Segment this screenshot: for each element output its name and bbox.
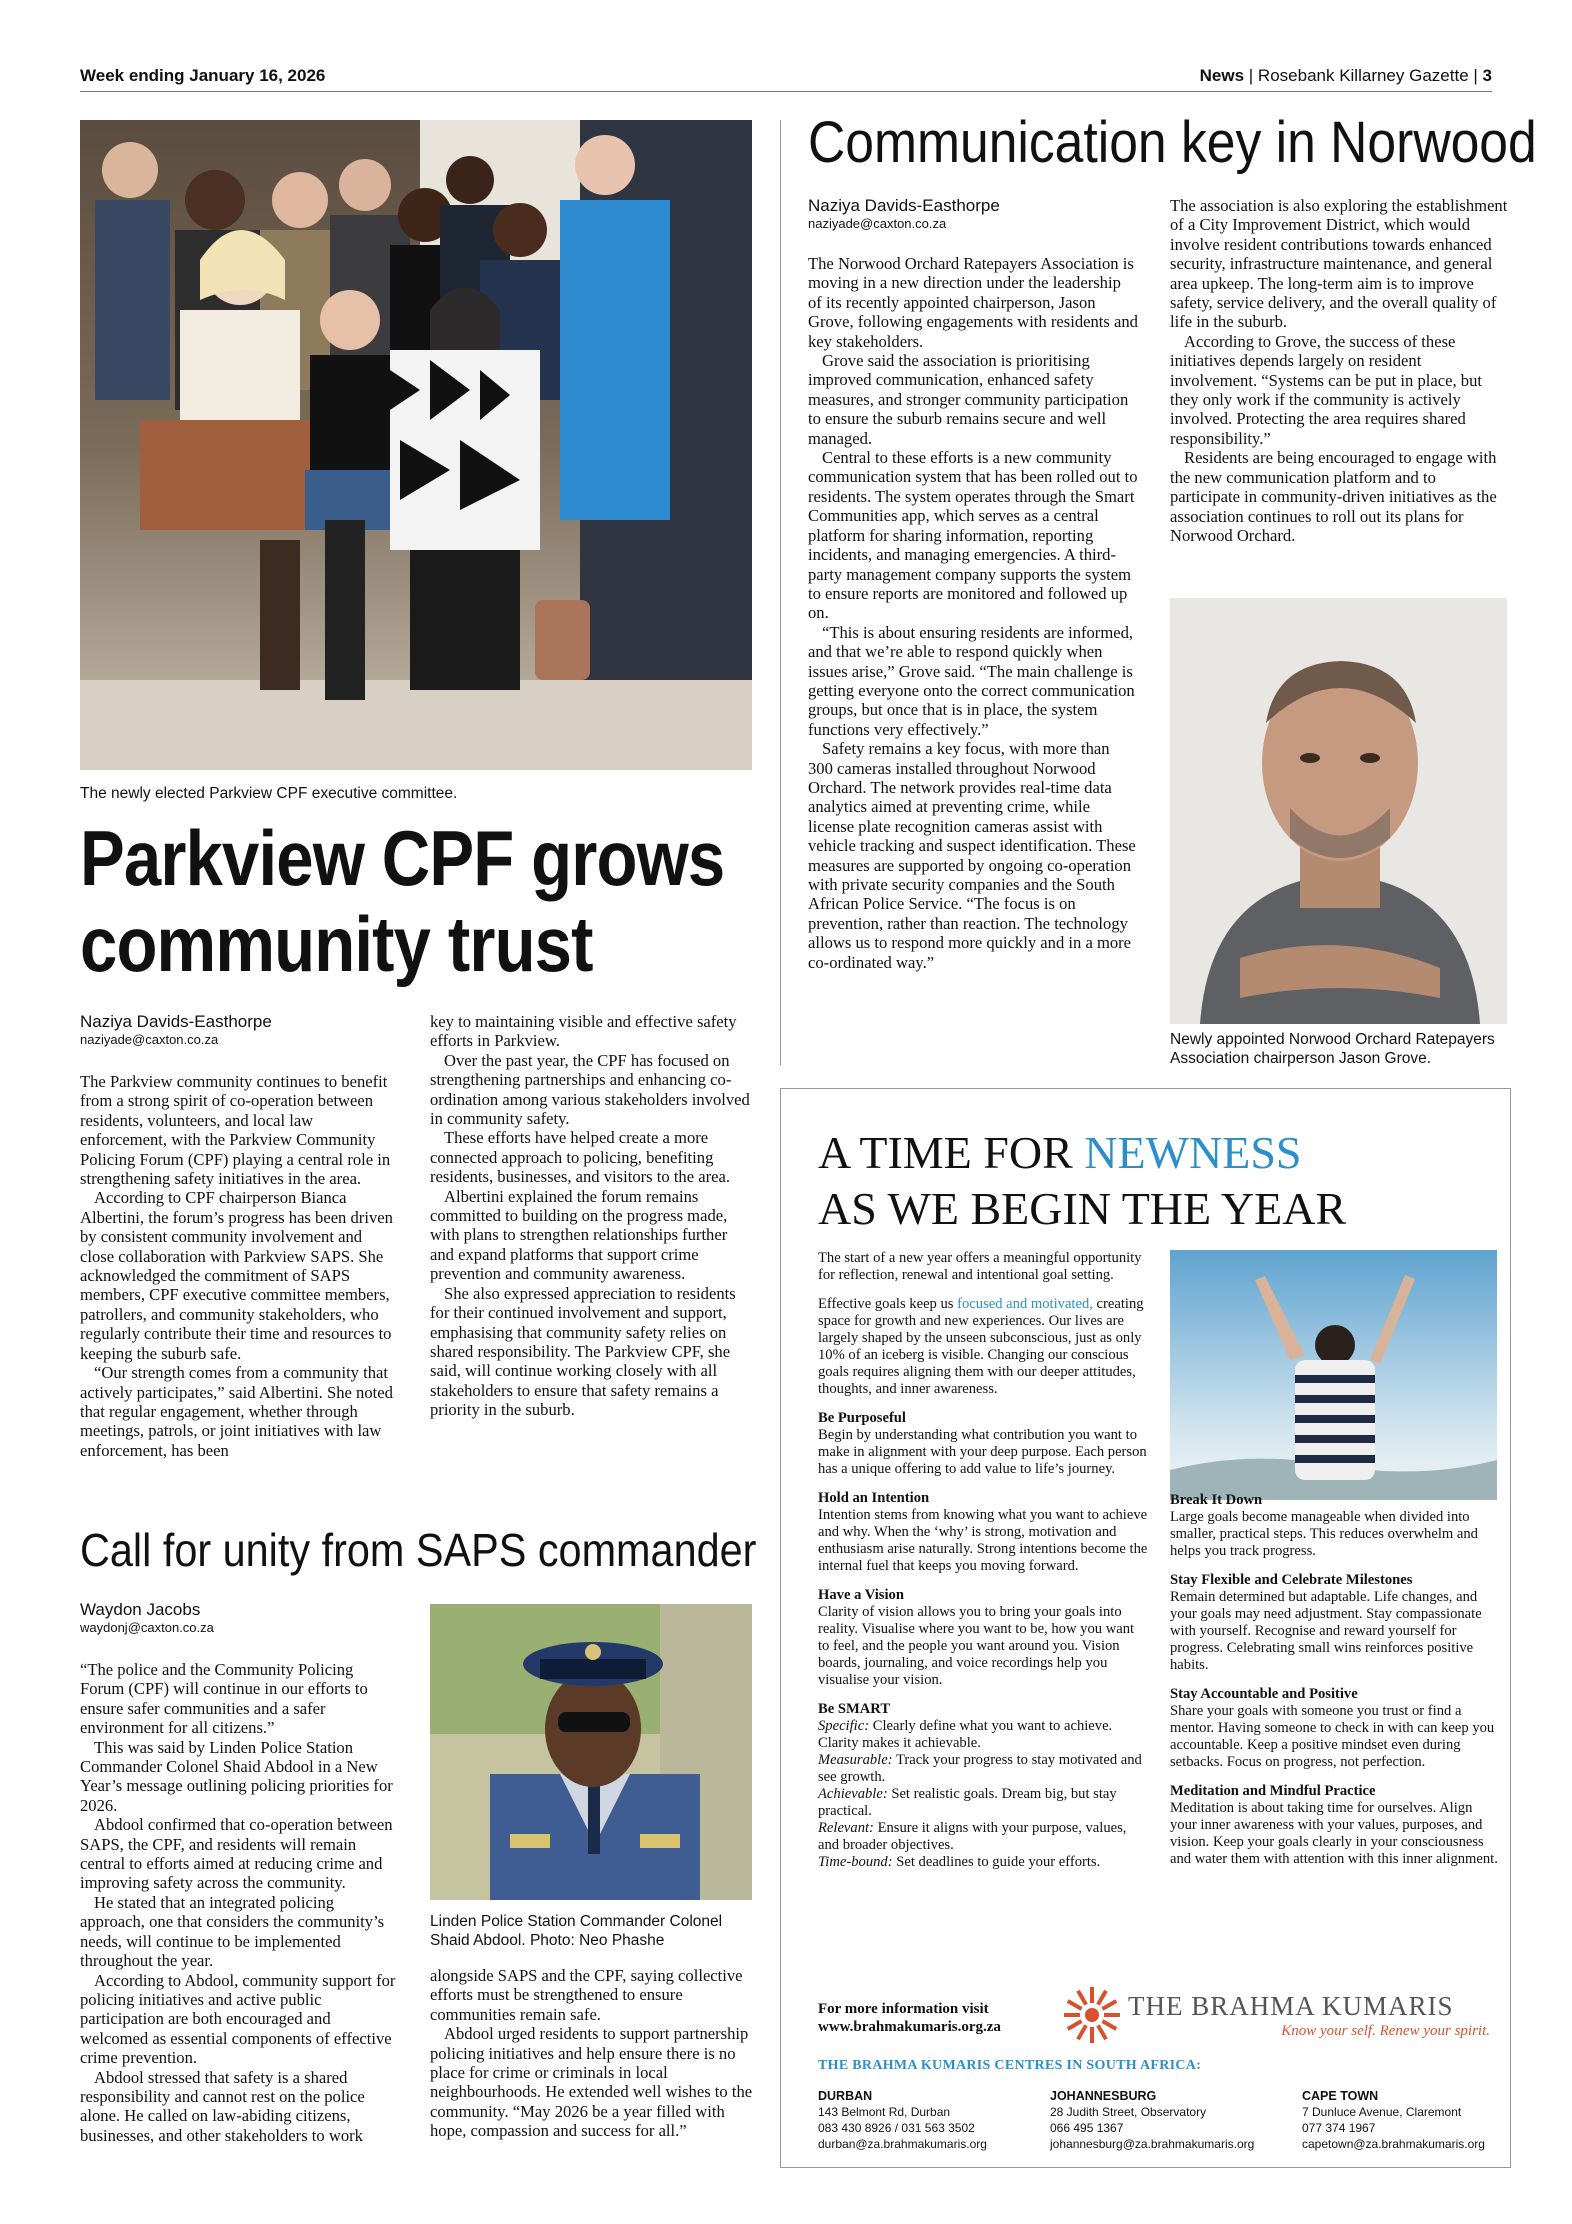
article-paragraph: Abdool confirmed that co-operation between SAPS, the CPF, and residents will remain central to efforts aimed at reducing crime and improving safety across the community.: [80, 1815, 393, 1893]
article-paragraph: He stated that an integrated policing approach, one that considers the community’s needs, will continue to be implemented throughout the year.: [80, 1892, 385, 1971]
norwood-chairperson-photo: [1170, 598, 1507, 1024]
advert-goals-paragraph: Effective goals keep us focused and motivated, creating space for growth and new experiences. Our lives are largely shaped by the unseen subconscious, just as only 10% of an iceberg is visible. Changing our conscious goals requires aligning them with our deeper attitudes, thoughts, and inner awareness.: [818, 1296, 1144, 1397]
advert-section-title: Break It Down: [1170, 1492, 1263, 1508]
parkview-column-2: [430, 1012, 755, 1420]
article-paragraph: She also expressed appreciation to residents for their continued involvement and support, emphasising that community safety relies on shared responsibility. The Parkview CPF, she said, will continue working closely with all stakeholders to ensure that safety remains a priority in the suburb.: [430, 1283, 736, 1420]
author: Waydon Jacobs: [80, 1600, 201, 1619]
author-email: naziyade@caxton.co.za: [80, 1032, 219, 1047]
article-paragraph: Grove said the association is prioritising improved communication, enhanced safety measures, and stronger community participation to ensure the suburb remains secure and well managed.: [808, 351, 1129, 448]
advert-section-text: Intention stems from knowing what you want to achieve and why. When the ‘why’ is strong, motivation and enthusiasm arise naturally. Strong intentions become the internal fuel that keeps you moving forward.: [818, 1507, 1148, 1574]
advert-intro: The start of a new year offers a meaningful opportunity for reflection, renewal and intentional goal setting.: [818, 1250, 1142, 1283]
advert-sky-photo: [1170, 1250, 1497, 1500]
norwood-column-1: [808, 254, 1138, 972]
saps-headline: Call for unity from SAPS commander: [80, 1524, 757, 1576]
article-paragraph: “The police and the Community Policing Forum (CPF) will continue in our efforts to ensure safer communities and a safer environment for all citizens.”: [80, 1660, 368, 1738]
advert-section-title: Hold an Intention: [818, 1490, 930, 1506]
author-email: naziyade@caxton.co.za: [808, 216, 947, 231]
article-paragraph: Albertini explained the forum remains committed to building on the progress made, with plans to strengthen relationships further and expand platforms that support crime prevention and community awareness.: [430, 1186, 728, 1284]
saps-column-1: [80, 1660, 398, 2145]
smart-item: Specific: Clearly define what you want to achieve. Clarity makes it achievable.: [818, 1718, 1113, 1751]
parkview-headline-line2: community trust: [80, 900, 593, 988]
article-paragraph: According to Grove, the success of these initiatives depends largely on resident involvement. “Systems can be put in place, but they only work if the community is actively involved. Protecting the area requires shared responsibility.”: [1170, 331, 1482, 448]
smart-item: Achievable: Set realistic goals. Dream big, but stay practical.: [818, 1786, 1117, 1819]
centre-cape-town: CAPE TOWN 7 Dunluce Avenue, Claremont 077 374 1967 capetown@za.brahmakumaris.org: [1302, 2088, 1507, 2152]
advert-section-text: Share your goals with someone you trust or find a mentor. Having someone to check in with can keep you accountable. Keep a positive mindset even during setbacks. Focus on progress, not perfection.: [1170, 1703, 1495, 1770]
smart-item: Time-bound: Set deadlines to guide your efforts.: [818, 1854, 1101, 1870]
article-paragraph: Abdool stressed that safety is a shared responsibility and cannot rest on the police alone. He called on law-abiding citizens, businesses, and other stakeholders to work: [80, 2067, 365, 2145]
article-paragraph: The association is also exploring the establishment of a City Improvement District, which would involve resident contributions towards enhanced security, infrastructure maintenance, and general area upkeep. The long-term aim is to improve safety, service delivery, and the overall quality of life in the suburb.: [1170, 196, 1508, 332]
article-paragraph: According to CPF chairperson Bianca Albertini, the forum’s progress has been driven by consistent community involvement and close collaboration with Parkview SAPS. She acknowledged the commitment of SAPS members, CPF executive committee members, patrollers, and community stakeholders, who regularly contribute their time and resources to keeping the suburb safe.: [80, 1188, 393, 1363]
parkview-byline: [80, 1012, 400, 1048]
article-paragraph: The Norwood Orchard Ratepayers Association is moving in a new direction under the leadership of its recently appointed chairperson, Jason Grove, following engagements with residents and key stakeholders.: [808, 254, 1138, 351]
parkview-headline: [80, 814, 725, 988]
author-email: waydonj@caxton.co.za: [80, 1620, 214, 1635]
advert-left-column: [818, 1250, 1148, 1871]
brahma-kumaris-logo: [1060, 1985, 1500, 2045]
article-paragraph: These efforts have helped create a more connected approach to policing, benefiting residents, businesses, and visitors to the area.: [430, 1128, 731, 1187]
article-paragraph: “Our strength comes from a community that actively participates,” said Albertini. She noted that regular engagement, whether through meetings, patrols, or joint initiatives with law enforcement, has been: [80, 1363, 393, 1460]
advert-website-link[interactable]: www.brahmakumaris.org.za: [818, 2019, 1001, 2035]
page-header: [80, 66, 1492, 92]
centre-email-link[interactable]: johannesburg@za.brahmakumaris.org: [1050, 2137, 1255, 2151]
advert-section-text: Meditation is about taking time for ourselves. Align your inner awareness with your values, purposes, and vision. Keep your goals clearly in your consciousness and water them with attention with this inner alignment.: [1170, 1800, 1498, 1867]
article-paragraph: “This is about ensuring residents are informed, and that we’re able to respond quickly when issues arise,” Grove said. “The main challenge is getting everyone onto the correct communication groups, but once that is in place, the system functions very effectively.”: [808, 622, 1135, 739]
saps-photo-caption: Linden Police Station Commander Colonel Shaid Abdool. Photo: Neo Phashe: [430, 1913, 723, 1949]
parkview-photo-caption: The newly elected Parkview CPF executive committee.: [80, 785, 458, 802]
advert-section-text: Remain determined but adaptable. Life changes, and your goals may need adjustment. Stay compassionate with yourself. Recognise and reward yourself for progress. Celebrating small wins reinforces positive habits.: [1170, 1589, 1482, 1673]
norwood-column-2: [1170, 196, 1510, 545]
article-paragraph: Residents are being encouraged to engage with the new communication platform and to participate in community-driven initiatives as the association continues to roll out its plans for Norwood Orchard.: [1170, 448, 1497, 545]
article-paragraph: alongside SAPS and the CPF, saying collective efforts must be strengthened to ensure communities remain safe.: [430, 1966, 743, 2024]
advert-section-text: Begin by understanding what contribution you want to make in alignment with your deep purpose. Each person has a unique offering to add value to life’s journey.: [818, 1427, 1147, 1477]
smart-item: Relevant: Ensure it aligns with your purpose, values, and broader objectives.: [818, 1820, 1127, 1853]
advert-section-title: Meditation and Mindful Practice: [1170, 1783, 1376, 1799]
article-paragraph: Abdool urged residents to support partnership policing initiatives and help ensure there is no place for crime or criminals in local neighbourhoods. He extended well wishes to the community. “May 2026 be a year filled with hope, compassion and success for all.”: [430, 2024, 753, 2141]
centres-title: THE BRAHMA KUMARIS CENTRES IN SOUTH AFRICA:: [818, 2058, 1202, 2073]
advert-title-line1: A TIME FOR NEWNESS: [818, 1127, 1302, 1178]
article-paragraph: Central to these efforts is a new community communication system that has been rolled out to residents. The system operates through the Smart Communities app, which serves as a central platform for sharing information, reporting incidents, and managing emergencies. A third-party management company supports the system to ensure reports are monitored and followed up on.: [808, 448, 1138, 623]
advert-section-title: Be Purposeful: [818, 1410, 906, 1426]
article-paragraph: key to maintaining visible and effective safety efforts in Parkview.: [430, 1012, 737, 1051]
advert-title-line2: AS WE BEGIN THE YEAR: [818, 1183, 1347, 1234]
saps-commander-photo: [430, 1604, 752, 1900]
column-divider: [780, 120, 781, 1065]
norwood-photo-caption: Newly appointed Norwood Orchard Ratepayers Association chairperson Jason Grove.: [1170, 1031, 1495, 1067]
author: Naziya Davids-Easthorpe: [808, 196, 1000, 215]
centre-email-link[interactable]: capetown@za.brahmakumaris.org: [1302, 2137, 1485, 2151]
centre-email-link[interactable]: durban@za.brahmakumaris.org: [818, 2137, 987, 2151]
centre-durban: DURBAN 143 Belmont Rd, Durban 083 430 8926 / 031 563 3502 durban@za.brahmakumaris.org: [818, 2088, 1038, 2152]
brand-name: THE BRAHMA KUMARIS: [1128, 1991, 1454, 2021]
advert-section-text: Clarity of vision allows you to bring your goals into reality. Visualise where you want to be, how you want to feel, and the people you want around you. Vision boards, journaling, and voice recordings help you visualise your vision.: [818, 1604, 1135, 1688]
smart-item: Measurable: Track your progress to stay motivated and see growth.: [818, 1752, 1142, 1785]
author: Naziya Davids-Easthorpe: [80, 1012, 272, 1031]
issue-date: Week ending January 16, 2026: [80, 66, 326, 85]
norwood-byline: [808, 196, 1128, 232]
advert-section-text: Large goals become manageable when divided into smaller, practical steps. This reduces overwhelm and helps you track progress.: [1170, 1509, 1478, 1559]
sunburst-logo-icon: [1060, 1985, 1124, 2045]
parkview-headline-line1: Parkview CPF grows: [80, 814, 725, 902]
advert-title: [818, 1125, 1498, 1237]
norwood-headline: Communication key in Norwood: [808, 110, 1537, 175]
saps-byline: [80, 1600, 400, 1636]
advert-section-title: Stay Flexible and Celebrate Milestones: [1170, 1572, 1413, 1588]
article-paragraph: According to Abdool, community support for policing initiatives and active public participation are both encouraged and welcomed as essential components of effective crime prevention.: [80, 1970, 396, 2068]
article-paragraph: The Parkview community continues to benefit from a strong spirit of co-operation between residents, volunteers, and local law enforcement, with the Parkview Community Policing Forum (CPF) playing a central role in strengthening safety initiatives in the area.: [80, 1072, 391, 1189]
saps-column-2: [430, 1966, 755, 2141]
article-paragraph: Over the past year, the CPF has focused on strengthening partnerships and enhancing co-ordination among various stakeholders involved in community safety.: [430, 1050, 750, 1129]
article-paragraph: Safety remains a key focus, with more than 300 cameras installed throughout Norwood Orchard. The network provides real-time data analytics aimed at preventing crime, while license plate recognition cameras assist with vehicle tracking and suspect identification. These measures are supported by ongoing co-operation with private security companies and the South African Police Service. “The focus is on prevention, rather than reaction. The technology allows us to respond more quickly and in a more co-ordinated way.”: [808, 739, 1136, 972]
smart-title: Be SMART: [818, 1701, 891, 1717]
brand-tagline: Know your self. Renew your spirit.: [1281, 2023, 1490, 2039]
advert-section-title: Stay Accountable and Positive: [1170, 1686, 1358, 1702]
article-paragraph: This was said by Linden Police Station Commander Colonel Shaid Abdool in a New Year’s message outlining policing priorities for 2026.: [80, 1737, 393, 1815]
advert-right-column: [1170, 1492, 1500, 1868]
parkview-committee-photo: [80, 120, 752, 770]
section-label: News | Rosebank Killarney Gazette | 3: [1199, 66, 1492, 85]
parkview-column-1: [80, 1072, 398, 1460]
centre-johannesburg: JOHANNESBURG 28 Judith Street, Observatory 066 495 1367 johannesburg@za.brahmakumaris.org: [1050, 2088, 1280, 2152]
advert-more-info: For more information visit www.brahmakumaris.org.za: [818, 2000, 1118, 2036]
advert-section-title: Have a Vision: [818, 1587, 904, 1603]
